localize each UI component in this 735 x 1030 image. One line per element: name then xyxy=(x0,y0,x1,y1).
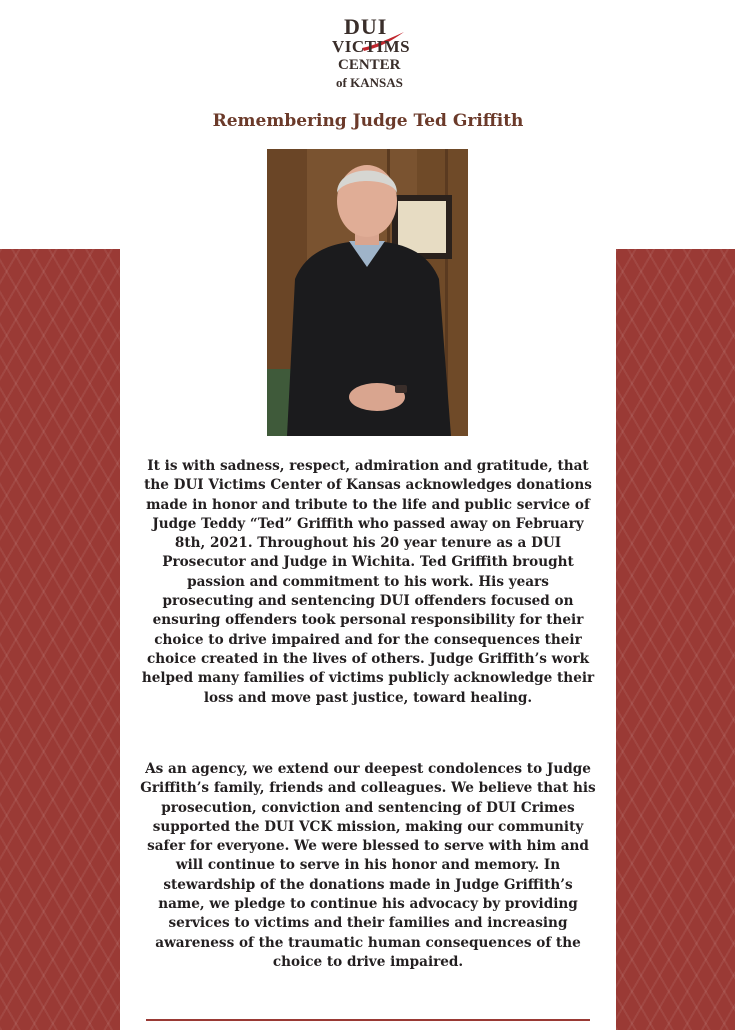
logo-line-center: CENTER xyxy=(338,57,401,73)
logo-line-victims: VICTIMS xyxy=(332,37,411,56)
portrait-photo-icon xyxy=(267,149,468,436)
decorative-band-left xyxy=(0,249,120,1030)
logo-line-kansas: of KANSAS xyxy=(336,75,403,90)
page-title: Remembering Judge Ted Griffith xyxy=(212,111,524,131)
tribute-paragraph: It is with sadness, respect, admiration and gratitude, that the DUI Victims Center of Kansas acknowledges donations made in honor and tribute to the life and public service of Judge Teddy “Ted” Griffith who passed away on February 8th, 2021. Throughout his 20 year tenure as a DUI Prosecutor and Judge in Wichita. Ted Griffith brought passion and commitment to his work. His years prosecuting and sentencing DUI offenders focused on ensuring offenders took personal responsibility for their choice to drive impaired and for the consequences their choice created in the lives of others. Judge Griffith’s work helped many families of victims publicly acknowledge their loss and move past justice, toward healing. xyxy=(141,458,595,706)
condolence-paragraph: As an agency, we extend our deepest condolences to Judge Griffith’s family, friends and colleagues. We believe that his prosecution, conviction and sentencing of DUI Crimes supported the DUI VCK mission, making our community safer for everyone. We were blessed to serve with him and will continue to serve in his honor and memory. In stewardship of the donations made in Judge Griffith’s name, we pledge to continue his advocacy by providing services to victims and their families and increasing awareness of the traumatic human consequences of the choice to drive impaired. xyxy=(140,761,596,970)
organization-logo xyxy=(318,16,418,94)
logo-line-dui: DUI xyxy=(344,14,388,39)
bottom-divider xyxy=(146,1019,590,1021)
decorative-band-right xyxy=(616,249,735,1030)
portrait-photo xyxy=(267,149,468,436)
